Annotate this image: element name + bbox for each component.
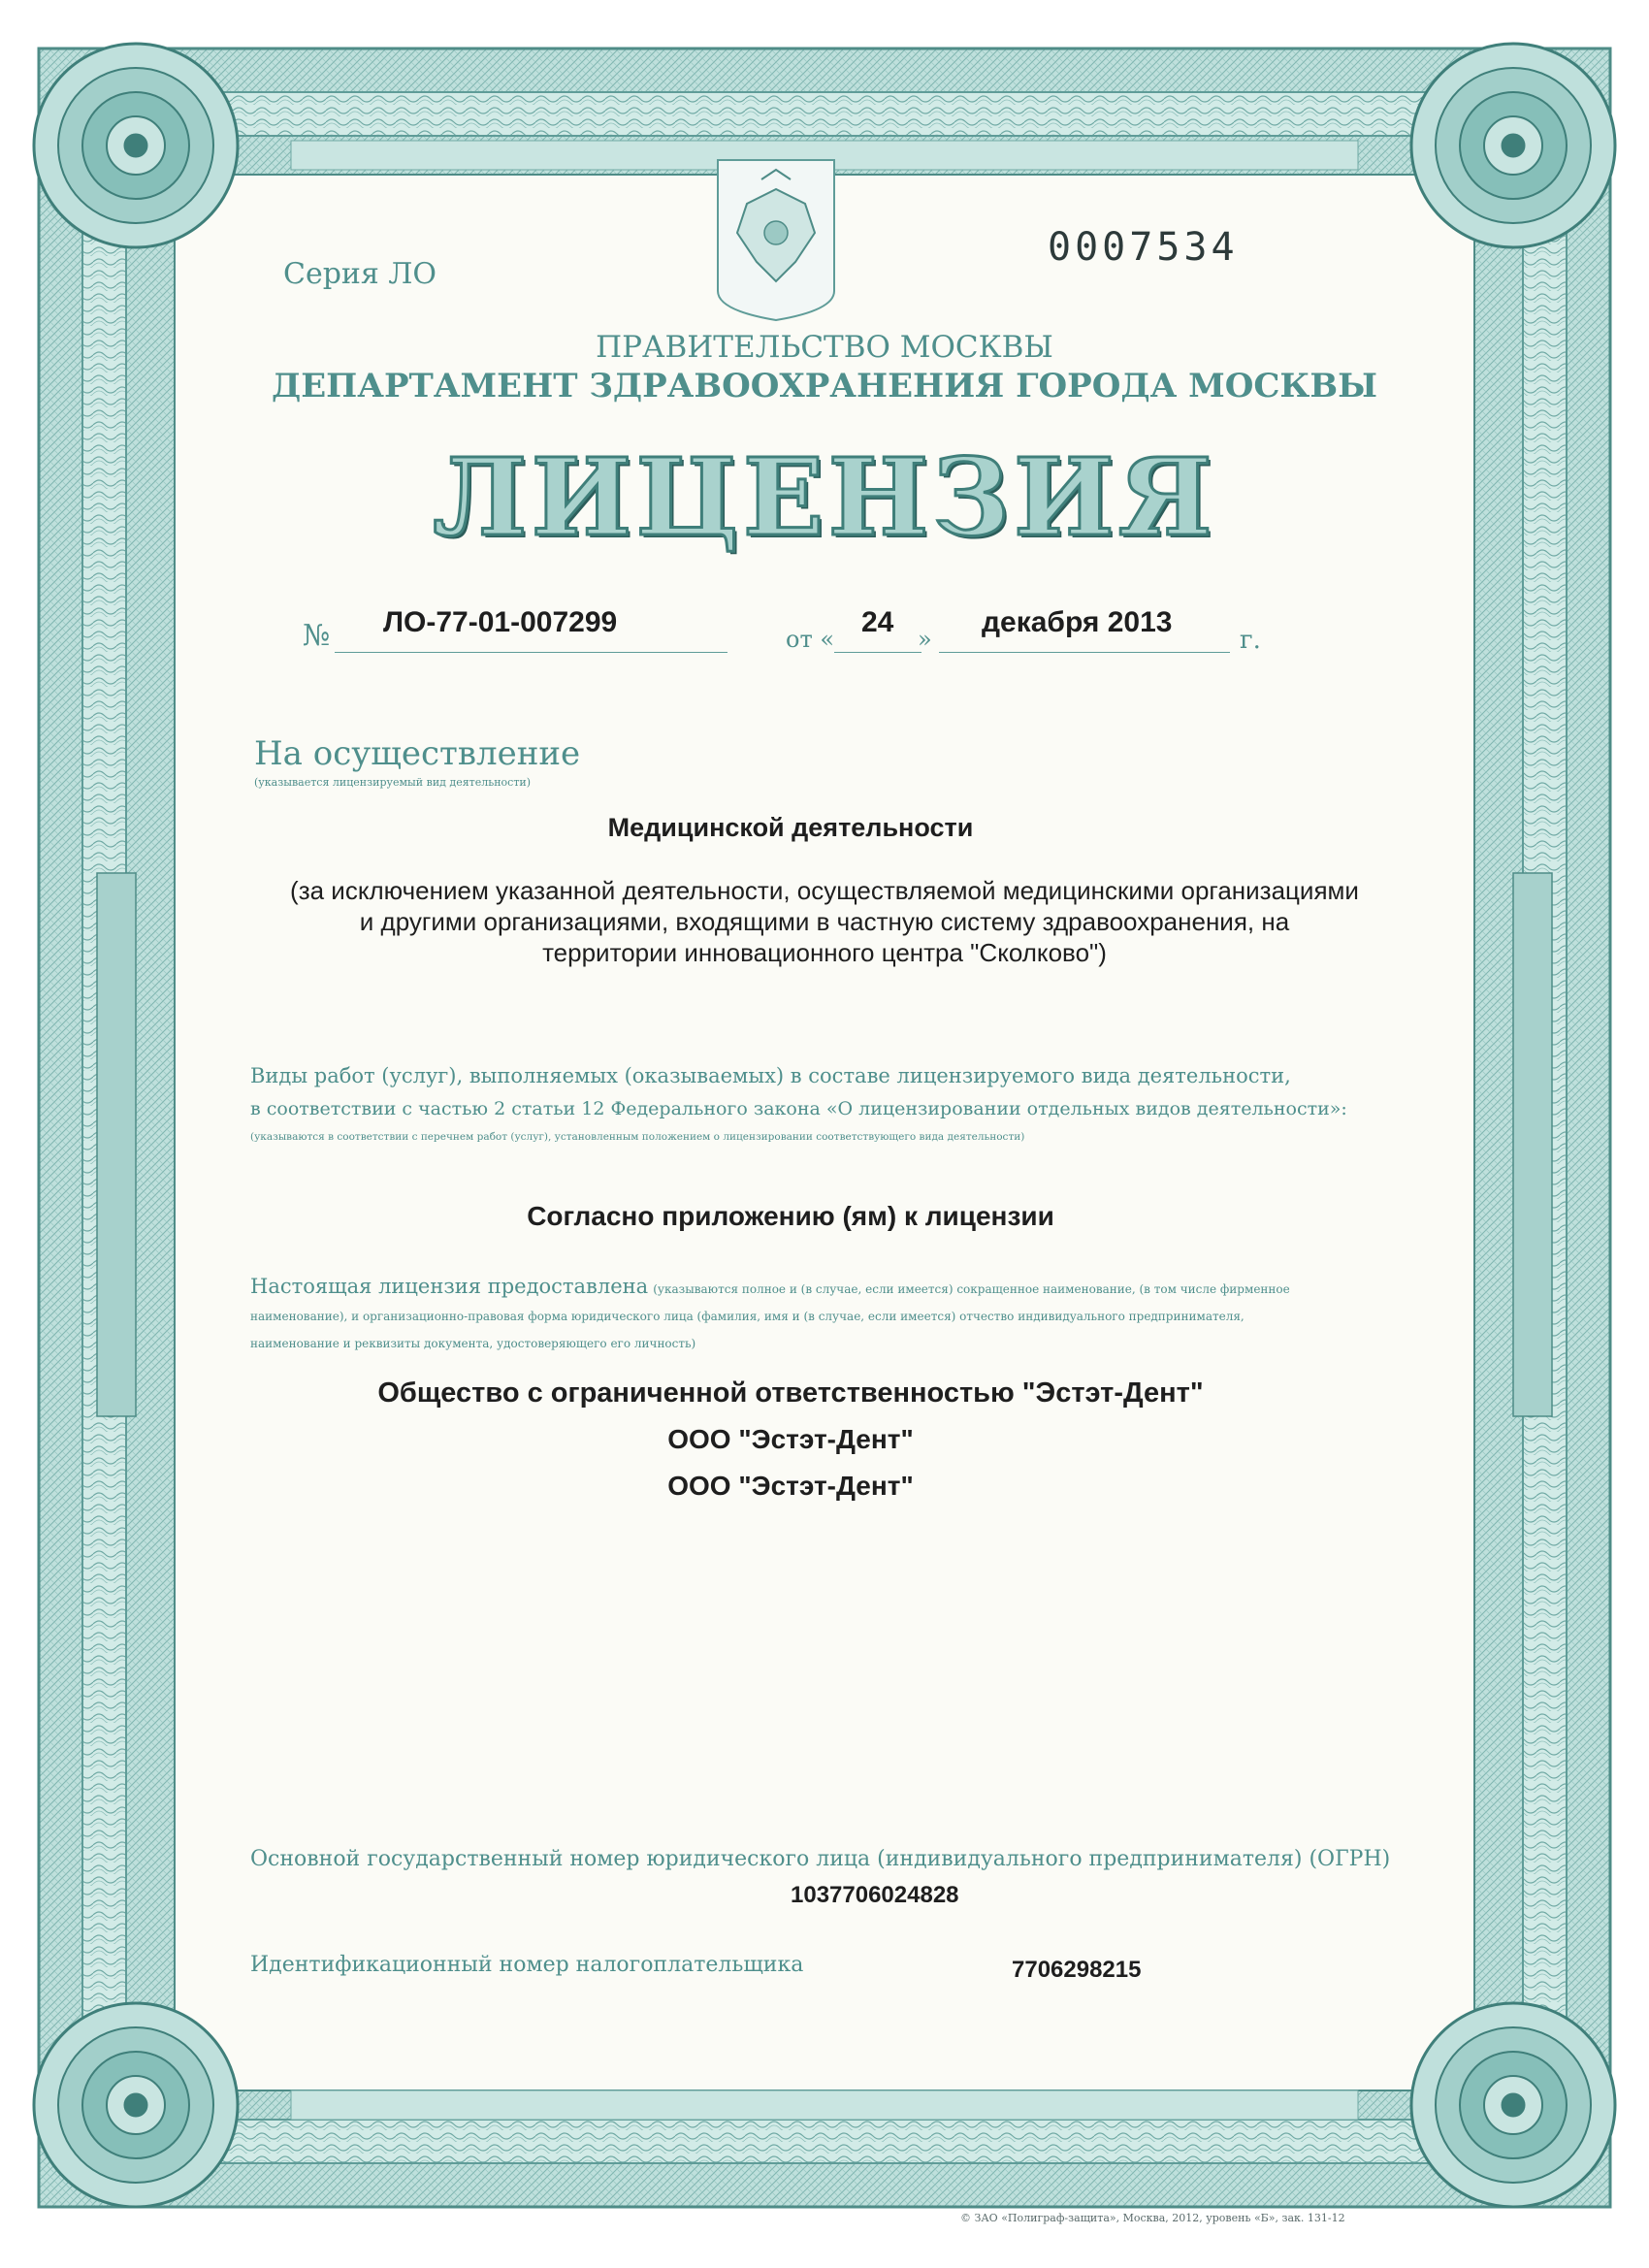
licensee-brand-name: ООО "Эстэт-Дент": [667, 1471, 914, 1501]
inn-value: 7706298215: [1012, 1957, 1142, 1983]
licensee-label: Настоящая лицензия предоставлена: [250, 1275, 649, 1298]
licensee-hint-line: наименование), и организационно-правовая форма юридического лица (фамилия, имя и (в случае, если имеется) отчество индивидуального предпринимателя,: [250, 1310, 1245, 1323]
rosette-bottom-right: [1411, 2003, 1615, 2207]
ogrn-value: 1037706024828: [791, 1882, 959, 1908]
activity-note: [194, 875, 1455, 968]
licensee-short-name: ООО "Эстэт-Дент": [667, 1424, 914, 1454]
rosette-top-left: [34, 44, 238, 247]
rosette-top-right: [1411, 44, 1615, 247]
works-label-line: Виды работ (услуг), выполняемых (оказываемых) в составе лицензируемого вида деятельности,: [250, 1064, 1291, 1087]
works-label-line: в соответствии с частью 2 статьи 12 Федерального закона «О лицензировании отдельных видов деятельности»:: [250, 1098, 1347, 1119]
activity-hint: (указывается лицензируемый вид деятельности): [254, 776, 532, 789]
works-hint: (указываются в соответствии с перечнем работ (услуг), установленным положением о лицензировании соответствующего вида деятельности): [250, 1131, 1025, 1143]
printer-note: © ЗАО «Полиграф-защита», Москва, 2012, уровень «Б», зак. 131-12: [960, 2212, 1345, 2224]
government-title: ПРАВИТЕЛЬСТВО МОСКВЫ: [596, 330, 1053, 365]
document-title: ЛИЦЕНЗИЯ: [433, 435, 1216, 560]
licensee-hint-line: наименование и реквизиты документа, удостоверяющего его личность): [250, 1337, 696, 1350]
license-day: 24: [861, 606, 894, 638]
department-title: ДЕПАРТАМЕНТ ЗДРАВООХРАНЕНИЯ ГОРОДА МОСКВЫ: [272, 367, 1377, 405]
serial-number: 0007534: [1048, 225, 1239, 270]
coat-of-arms-emblem: [718, 160, 834, 320]
activity-value: Медицинской деятельности: [607, 813, 974, 842]
licensee-hint-line: (указываются полное и (в случае, если имеется) сокращенное наименование, (в том числе фирменное: [653, 1282, 1290, 1296]
licensee-full-name: Общество с ограниченной ответственностью "Эстэт-Дент": [377, 1377, 1204, 1409]
year-suffix: г.: [1240, 626, 1261, 655]
activity-label: На осуществление: [254, 734, 581, 773]
works-label: [250, 1059, 1414, 1125]
day-underline: [834, 652, 922, 653]
activity-note-line: (за исключением указанной деятельности, осуществляемой медицинскими организациями: [290, 876, 1359, 905]
number-label: №: [303, 619, 331, 653]
ogrn-label: Основной государственный номер юридического лица (индивидуального предпринимателя) (ОГРН): [250, 1847, 1391, 1871]
date-close-quote: »: [918, 626, 932, 653]
activity-note-line: и другими организациями, входящими в частную систему здравоохранения, на: [359, 907, 1290, 936]
licensee-block: [250, 1273, 1443, 1357]
license-month-year: декабря 2013: [982, 606, 1173, 638]
number-underline: [335, 652, 728, 653]
works-value: Согласно приложению (ям) к лицензии: [527, 1201, 1054, 1231]
date-from-label: от «: [786, 626, 835, 653]
month-underline: [939, 652, 1230, 653]
activity-note-line: территории инновационного центра "Сколково"): [542, 938, 1107, 967]
license-number: ЛО-77-01-007299: [383, 606, 618, 638]
series-label: Серия ЛО: [283, 257, 436, 291]
rosette-bottom-left: [34, 2003, 238, 2207]
inn-label: Идентификационный номер налогоплательщика: [250, 1953, 804, 1977]
